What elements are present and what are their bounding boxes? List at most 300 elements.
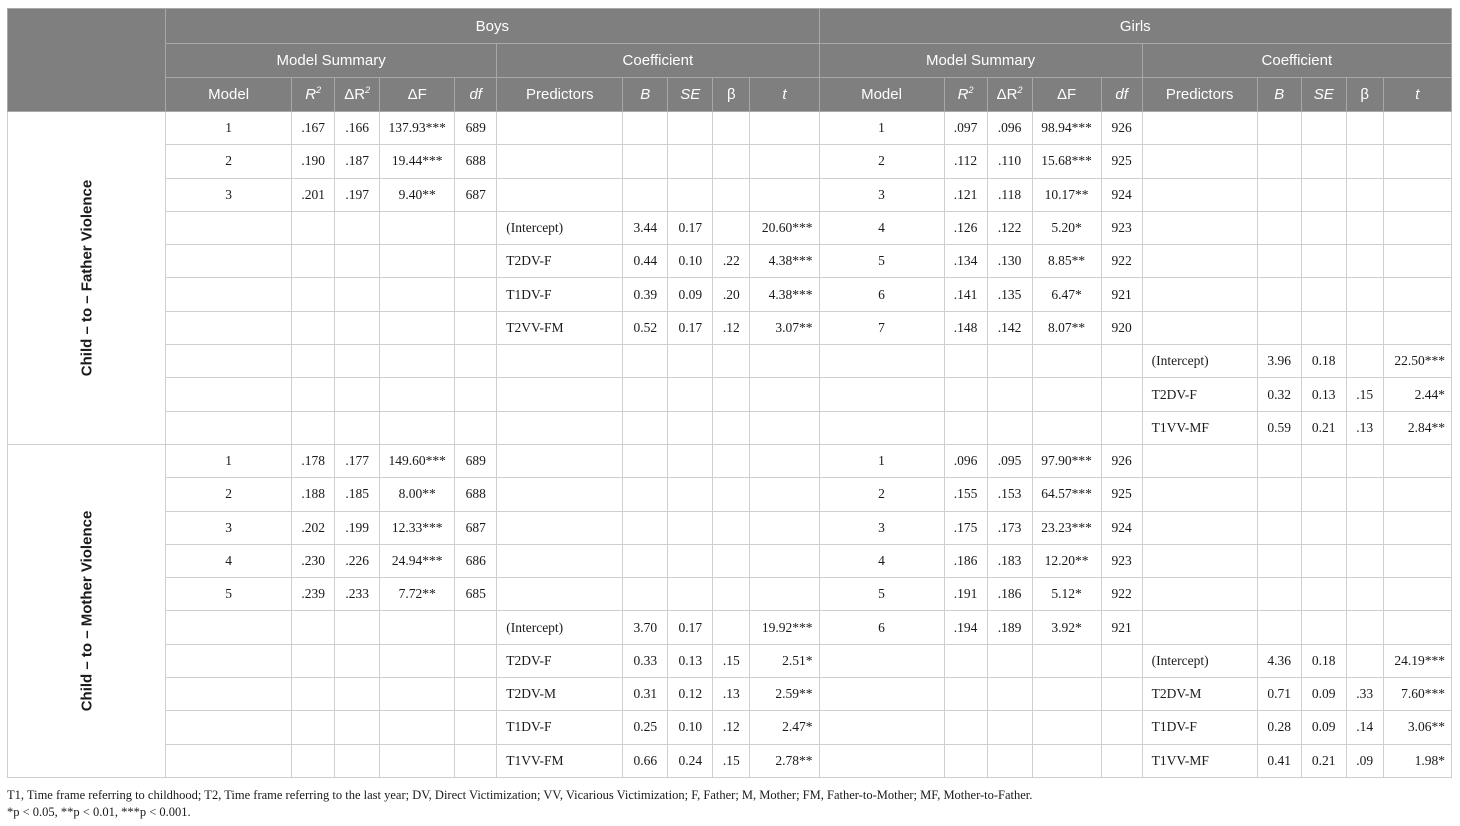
boys-b-cell: 3.44	[623, 211, 668, 244]
girls-col-predictors-header	[1142, 78, 1257, 112]
boys-delta-r2-cell: .185	[335, 478, 380, 511]
boys-delta-f-cell	[380, 644, 455, 677]
boys-beta-cell: .15	[713, 644, 750, 677]
girls-predictor-cell: (Intercept)	[1142, 345, 1257, 378]
boys-beta-cell	[713, 544, 750, 577]
girls-model-cell	[819, 744, 944, 777]
boys-df-cell	[455, 744, 497, 777]
boys-df-cell	[455, 378, 497, 411]
girls-predictor-cell	[1142, 511, 1257, 544]
girls-b-cell	[1257, 211, 1301, 244]
boys-b-cell: 3.70	[623, 611, 668, 644]
regression-table	[7, 8, 1452, 778]
boys-se-cell	[668, 178, 713, 211]
table-row	[8, 744, 1452, 777]
boys-beta-cell	[713, 578, 750, 611]
girls-beta-cell: .13	[1346, 411, 1383, 444]
girls-col-model-header	[819, 78, 944, 112]
boys-r2-cell: .239	[292, 578, 335, 611]
girls-t-cell	[1383, 444, 1451, 477]
column-label: df	[469, 86, 482, 103]
boys-beta-cell: .15	[713, 744, 750, 777]
girls-b-cell	[1257, 145, 1301, 178]
girls-df-cell	[1101, 744, 1142, 777]
boys-se-cell	[668, 112, 713, 145]
header-row-columns	[8, 78, 1452, 112]
column-label: R	[305, 86, 317, 103]
table-row	[8, 178, 1452, 211]
girls-r2-cell: .134	[944, 245, 987, 278]
girls-b-cell: 0.28	[1257, 711, 1301, 744]
girls-t-cell	[1383, 178, 1451, 211]
boys-se-cell: 0.09	[668, 278, 713, 311]
column-label: SE	[1313, 86, 1334, 103]
boys-b-cell	[623, 511, 668, 544]
boys-t-cell	[750, 378, 819, 411]
boys-delta-r2-cell: .197	[335, 178, 380, 211]
boys-df-cell	[455, 711, 497, 744]
boys-predictor-cell: T2DV-F	[497, 245, 623, 278]
girls-delta-r2-cell: .186	[987, 578, 1032, 611]
table-row	[8, 444, 1452, 477]
girls-col-r2-header	[944, 78, 987, 112]
girls-t-cell: 1.98*	[1383, 744, 1451, 777]
column-label: ΔF	[407, 86, 427, 103]
boys-se-cell	[668, 578, 713, 611]
girls-se-cell	[1301, 544, 1346, 577]
column-label: t	[782, 86, 787, 103]
boys-model-cell: 2	[166, 478, 292, 511]
girls-r2-cell: .096	[944, 444, 987, 477]
boys-df-cell: 685	[455, 578, 497, 611]
girls-predictor-cell	[1142, 178, 1257, 211]
boys-beta-cell	[713, 478, 750, 511]
boys-df-cell: 689	[455, 444, 497, 477]
girls-delta-f-cell	[1032, 411, 1101, 444]
boys-df-cell	[455, 644, 497, 677]
girls-delta-f-cell: 23.23***	[1032, 511, 1101, 544]
girls-se-cell	[1301, 145, 1346, 178]
girls-beta-cell: .14	[1346, 711, 1383, 744]
girls-col-delta-r2-header	[987, 78, 1032, 112]
table-row	[8, 678, 1452, 711]
girls-df-cell: 926	[1101, 112, 1142, 145]
boys-delta-f-cell	[380, 678, 455, 711]
boys-model-cell: 2	[166, 145, 292, 178]
column-label: B	[640, 86, 651, 103]
girls-model-cell: 4	[819, 211, 944, 244]
boys-delta-f-cell	[380, 611, 455, 644]
girls-b-cell	[1257, 311, 1301, 344]
boys-se-cell	[668, 544, 713, 577]
boys-model-cell	[166, 411, 292, 444]
girls-predictor-cell	[1142, 245, 1257, 278]
table-row	[8, 544, 1452, 577]
girls-r2-cell	[944, 644, 987, 677]
boys-predictor-cell	[497, 378, 623, 411]
boys-model-cell: 3	[166, 511, 292, 544]
boys-se-cell	[668, 444, 713, 477]
boys-predictor-cell: (Intercept)	[497, 211, 623, 244]
girls-delta-f-cell: 97.90***	[1032, 444, 1101, 477]
column-label: ΔR	[996, 86, 1018, 103]
boys-beta-cell: .22	[713, 245, 750, 278]
girls-delta-r2-cell	[987, 411, 1032, 444]
boys-t-cell	[750, 478, 819, 511]
boys-col-delta-f-header	[380, 78, 455, 112]
boys-delta-r2-cell: .177	[335, 444, 380, 477]
boys-beta-cell	[713, 345, 750, 378]
girls-predictor-cell	[1142, 578, 1257, 611]
girls-t-cell	[1383, 578, 1451, 611]
boys-t-cell: 4.38***	[750, 245, 819, 278]
girls-predictor-cell	[1142, 112, 1257, 145]
girls-delta-r2-cell: .153	[987, 478, 1032, 511]
boys-b-cell	[623, 444, 668, 477]
girls-df-cell: 924	[1101, 178, 1142, 211]
boys-b-cell	[623, 345, 668, 378]
boys-predictor-cell: T2DV-M	[497, 678, 623, 711]
boys-df-cell	[455, 211, 497, 244]
boys-r2-cell	[292, 678, 335, 711]
boys-se-cell	[668, 511, 713, 544]
boys-r2-cell: .167	[292, 112, 335, 145]
boys-b-cell	[623, 411, 668, 444]
column-label: Model	[208, 86, 250, 103]
table-row	[8, 578, 1452, 611]
girls-predictor-cell	[1142, 145, 1257, 178]
girls-predictor-cell	[1142, 278, 1257, 311]
boys-se-cell	[668, 378, 713, 411]
girls-model-cell: 7	[819, 311, 944, 344]
boys-beta-cell	[713, 145, 750, 178]
girls-r2-cell: .141	[944, 278, 987, 311]
girls-model-cell: 4	[819, 544, 944, 577]
boys-se-cell	[668, 345, 713, 378]
boys-t-cell: 2.78**	[750, 744, 819, 777]
girls-header: Girls	[819, 9, 1452, 44]
boys-beta-cell	[713, 411, 750, 444]
girls-beta-cell: .09	[1346, 744, 1383, 777]
boys-predictor-cell	[497, 544, 623, 577]
boys-predictor-cell	[497, 411, 623, 444]
girls-r2-cell: .121	[944, 178, 987, 211]
girls-delta-r2-cell: .122	[987, 211, 1032, 244]
boys-delta-r2-cell	[335, 711, 380, 744]
boys-predictor-cell	[497, 511, 623, 544]
boys-df-cell: 687	[455, 511, 497, 544]
boys-delta-r2-cell	[335, 345, 380, 378]
boys-df-cell: 688	[455, 145, 497, 178]
boys-b-cell: 0.66	[623, 744, 668, 777]
girls-beta-cell	[1346, 112, 1383, 145]
boys-df-cell	[455, 278, 497, 311]
boys-df-cell	[455, 245, 497, 278]
boys-b-cell	[623, 145, 668, 178]
girls-df-cell	[1101, 678, 1142, 711]
girls-b-cell: 0.71	[1257, 678, 1301, 711]
table-row	[8, 245, 1452, 278]
girls-delta-r2-cell	[987, 378, 1032, 411]
boys-t-cell: 2.47*	[750, 711, 819, 744]
boys-delta-f-cell	[380, 711, 455, 744]
girls-df-cell: 921	[1101, 611, 1142, 644]
girls-beta-cell	[1346, 511, 1383, 544]
table-row	[8, 611, 1452, 644]
boys-model-cell	[166, 345, 292, 378]
boys-beta-cell	[713, 611, 750, 644]
girls-delta-f-cell	[1032, 644, 1101, 677]
boys-predictor-cell: T2DV-F	[497, 644, 623, 677]
table-body	[8, 112, 1452, 778]
girls-t-cell	[1383, 544, 1451, 577]
girls-r2-cell	[944, 378, 987, 411]
boys-b-cell: 0.33	[623, 644, 668, 677]
table-row	[8, 644, 1452, 677]
girls-t-cell	[1383, 278, 1451, 311]
girls-t-cell: 2.44*	[1383, 378, 1451, 411]
boys-r2-cell: .201	[292, 178, 335, 211]
column-label: ΔF	[1057, 86, 1077, 103]
boys-model-cell	[166, 611, 292, 644]
boys-se-cell: 0.13	[668, 644, 713, 677]
girls-delta-f-cell: 6.47*	[1032, 278, 1101, 311]
girls-model-cell	[819, 711, 944, 744]
boys-delta-r2-cell: .226	[335, 544, 380, 577]
column-label: B	[1274, 86, 1285, 103]
girls-delta-r2-cell: .118	[987, 178, 1032, 211]
boys-r2-cell: .190	[292, 145, 335, 178]
girls-beta-cell	[1346, 644, 1383, 677]
girls-beta-cell	[1346, 544, 1383, 577]
boys-b-cell	[623, 478, 668, 511]
girls-t-cell	[1383, 145, 1451, 178]
superscript-2: 2	[1017, 85, 1023, 95]
girls-col-t-header	[1383, 78, 1451, 112]
girls-b-cell	[1257, 245, 1301, 278]
boys-r2-cell: .202	[292, 511, 335, 544]
boys-se-cell	[668, 411, 713, 444]
girls-df-cell: 921	[1101, 278, 1142, 311]
table-row	[8, 211, 1452, 244]
girls-b-cell	[1257, 611, 1301, 644]
girls-delta-f-cell: 5.12*	[1032, 578, 1101, 611]
boys-delta-f-cell: 12.33***	[380, 511, 455, 544]
column-label: Model	[861, 86, 902, 103]
girls-col-b-header	[1257, 78, 1301, 112]
boys-model-cell	[166, 311, 292, 344]
girls-model-cell: 3	[819, 511, 944, 544]
girls-predictor-cell	[1142, 444, 1257, 477]
table-row	[8, 278, 1452, 311]
girls-beta-cell	[1346, 311, 1383, 344]
boys-beta-cell: .20	[713, 278, 750, 311]
boys-delta-r2-cell	[335, 678, 380, 711]
corner-header	[8, 9, 166, 112]
boys-t-cell: 19.92***	[750, 611, 819, 644]
girls-b-cell: 0.32	[1257, 378, 1301, 411]
girls-delta-f-cell: 98.94***	[1032, 112, 1101, 145]
boys-b-cell	[623, 544, 668, 577]
boys-delta-f-cell	[380, 411, 455, 444]
girls-df-cell: 926	[1101, 444, 1142, 477]
table-row	[8, 511, 1452, 544]
boys-df-cell	[455, 611, 497, 644]
girls-delta-r2-cell: .135	[987, 278, 1032, 311]
girls-t-cell: 3.06**	[1383, 711, 1451, 744]
girls-b-cell	[1257, 478, 1301, 511]
boys-t-cell	[750, 444, 819, 477]
boys-r2-cell	[292, 345, 335, 378]
girls-delta-f-cell: 8.85**	[1032, 245, 1101, 278]
boys-delta-f-cell: 24.94***	[380, 544, 455, 577]
column-label: β	[1360, 86, 1370, 103]
boys-delta-f-cell: 137.93***	[380, 112, 455, 145]
girls-delta-r2-cell: .095	[987, 444, 1032, 477]
boys-model-cell: 5	[166, 578, 292, 611]
girls-df-cell	[1101, 644, 1142, 677]
column-label: R	[957, 86, 969, 103]
girls-col-delta-f-header	[1032, 78, 1101, 112]
girls-df-cell: 922	[1101, 245, 1142, 278]
girls-delta-f-cell: 15.68***	[1032, 145, 1101, 178]
boys-df-cell: 686	[455, 544, 497, 577]
girls-beta-cell	[1346, 278, 1383, 311]
girls-r2-cell: .186	[944, 544, 987, 577]
girls-beta-cell	[1346, 211, 1383, 244]
girls-predictor-cell	[1142, 611, 1257, 644]
boys-model-summary-header: Model Summary	[166, 44, 497, 78]
boys-predictor-cell: T1DV-F	[497, 278, 623, 311]
girls-se-cell	[1301, 611, 1346, 644]
boys-t-cell	[750, 178, 819, 211]
girls-delta-f-cell: 64.57***	[1032, 478, 1101, 511]
girls-predictor-cell	[1142, 211, 1257, 244]
girls-model-cell: 6	[819, 611, 944, 644]
girls-delta-r2-cell	[987, 711, 1032, 744]
girls-delta-f-cell: 8.07**	[1032, 311, 1101, 344]
girls-model-cell: 6	[819, 278, 944, 311]
girls-beta-cell	[1346, 611, 1383, 644]
boys-delta-r2-cell	[335, 411, 380, 444]
boys-delta-r2-cell	[335, 644, 380, 677]
girls-b-cell	[1257, 178, 1301, 211]
girls-beta-cell	[1346, 345, 1383, 378]
table-row	[8, 711, 1452, 744]
girls-t-cell	[1383, 311, 1451, 344]
boys-se-cell: 0.24	[668, 744, 713, 777]
girls-col-df-header	[1101, 78, 1142, 112]
girls-r2-cell	[944, 345, 987, 378]
boys-se-cell: 0.17	[668, 311, 713, 344]
boys-t-cell: 20.60***	[750, 211, 819, 244]
girls-delta-r2-cell: .130	[987, 245, 1032, 278]
boys-delta-r2-cell	[335, 278, 380, 311]
girls-r2-cell	[944, 711, 987, 744]
girls-se-cell: 0.18	[1301, 644, 1346, 677]
girls-delta-f-cell	[1032, 345, 1101, 378]
boys-r2-cell: .230	[292, 544, 335, 577]
girls-se-cell: 0.21	[1301, 744, 1346, 777]
table-row	[8, 411, 1452, 444]
boys-b-cell	[623, 578, 668, 611]
girls-delta-r2-cell	[987, 345, 1032, 378]
boys-beta-cell	[713, 511, 750, 544]
girls-t-cell	[1383, 478, 1451, 511]
girls-predictor-cell: (Intercept)	[1142, 644, 1257, 677]
girls-se-cell	[1301, 511, 1346, 544]
boys-predictor-cell: T2VV-FM	[497, 311, 623, 344]
boys-b-cell	[623, 178, 668, 211]
girls-se-cell	[1301, 178, 1346, 211]
girls-t-cell	[1383, 245, 1451, 278]
girls-t-cell	[1383, 611, 1451, 644]
boys-predictor-cell	[497, 178, 623, 211]
girls-model-cell	[819, 678, 944, 711]
boys-delta-r2-cell	[335, 211, 380, 244]
boys-delta-r2-cell	[335, 311, 380, 344]
boys-delta-r2-cell: .199	[335, 511, 380, 544]
column-label: df	[1115, 86, 1128, 103]
girls-se-cell	[1301, 578, 1346, 611]
boys-model-cell	[166, 644, 292, 677]
girls-beta-cell	[1346, 578, 1383, 611]
girls-se-cell	[1301, 211, 1346, 244]
boys-delta-f-cell	[380, 378, 455, 411]
girls-model-cell: 5	[819, 245, 944, 278]
boys-t-cell	[750, 145, 819, 178]
boys-predictor-cell: T1VV-FM	[497, 744, 623, 777]
girls-se-cell	[1301, 112, 1346, 145]
girls-r2-cell: .148	[944, 311, 987, 344]
girls-predictor-cell: T1VV-MF	[1142, 411, 1257, 444]
girls-delta-r2-cell: .183	[987, 544, 1032, 577]
boys-header: Boys	[166, 9, 819, 44]
girls-coefficient-header: Coefficient	[1142, 44, 1451, 78]
boys-delta-f-cell: 7.72**	[380, 578, 455, 611]
boys-predictor-cell	[497, 578, 623, 611]
girls-t-cell: 2.84**	[1383, 411, 1451, 444]
column-label: SE	[680, 86, 701, 103]
boys-col-r2-header	[292, 78, 335, 112]
girls-df-cell	[1101, 411, 1142, 444]
girls-df-cell: 924	[1101, 511, 1142, 544]
boys-model-cell: 1	[166, 112, 292, 145]
boys-delta-r2-cell	[335, 611, 380, 644]
boys-model-cell: 4	[166, 544, 292, 577]
boys-col-df-header	[455, 78, 497, 112]
girls-delta-f-cell: 10.17**	[1032, 178, 1101, 211]
superscript-2: 2	[316, 85, 322, 95]
girls-se-cell	[1301, 478, 1346, 511]
boys-delta-r2-cell	[335, 744, 380, 777]
boys-t-cell	[750, 112, 819, 145]
boys-beta-cell	[713, 378, 750, 411]
boys-beta-cell: .12	[713, 311, 750, 344]
boys-delta-r2-cell	[335, 378, 380, 411]
girls-b-cell: 4.36	[1257, 644, 1301, 677]
boys-r2-cell	[292, 411, 335, 444]
girls-model-summary-header: Model Summary	[819, 44, 1142, 78]
girls-delta-f-cell	[1032, 378, 1101, 411]
boys-b-cell: 0.31	[623, 678, 668, 711]
girls-t-cell: 24.19***	[1383, 644, 1451, 677]
girls-df-cell: 925	[1101, 145, 1142, 178]
boys-b-cell: 0.52	[623, 311, 668, 344]
boys-delta-f-cell	[380, 278, 455, 311]
boys-beta-cell: .13	[713, 678, 750, 711]
boys-model-cell	[166, 278, 292, 311]
